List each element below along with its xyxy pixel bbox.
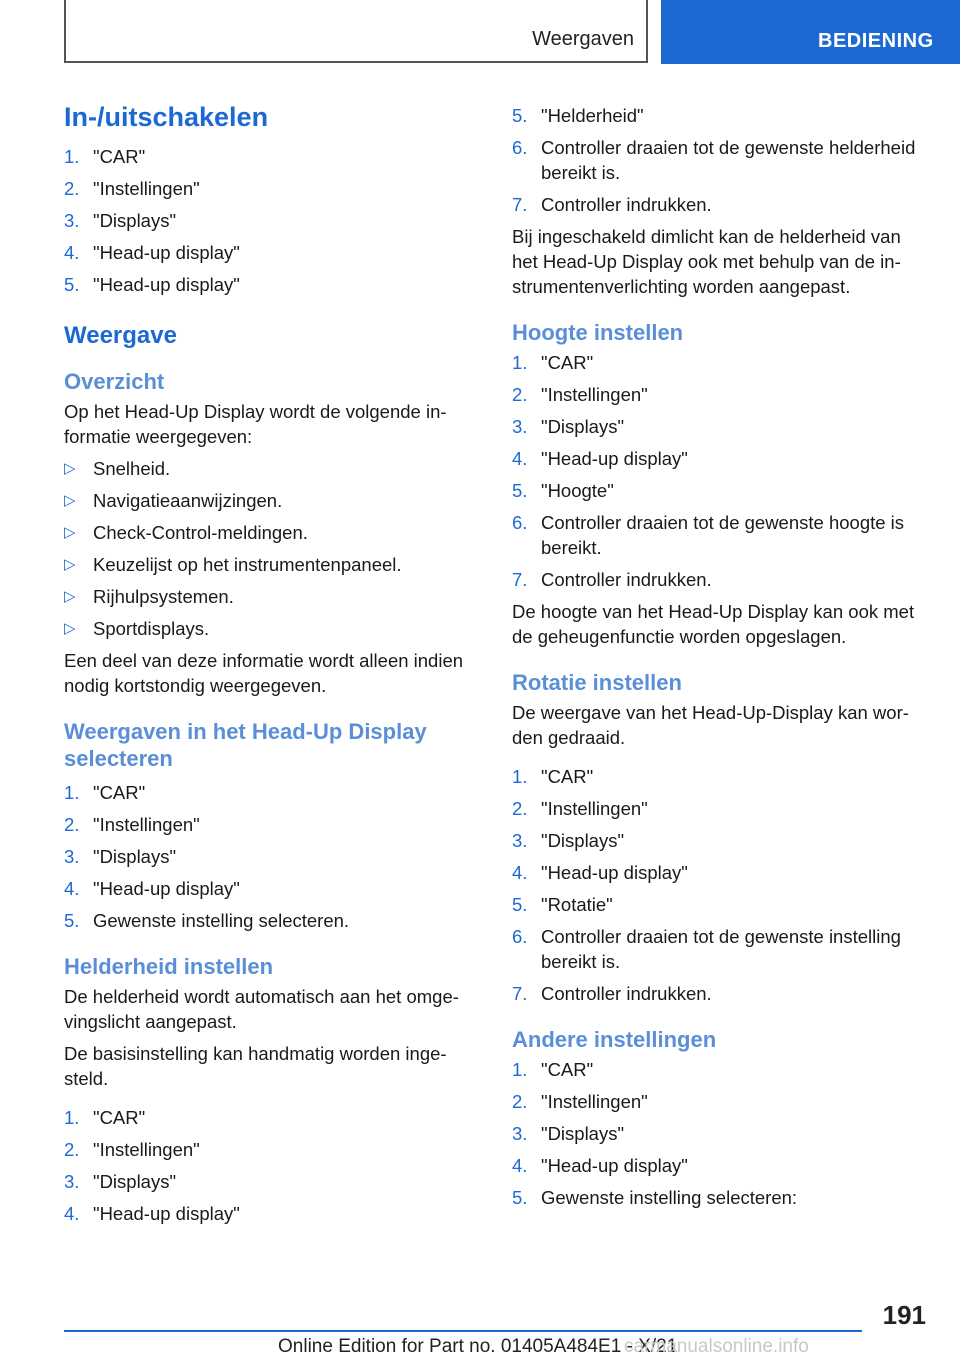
list-item: 3. "Displays" [512,416,625,437]
footer-divider [64,1330,862,1332]
list-item: 5. Gewenste instelling selecteren. [64,910,350,931]
right-column [512,103,928,1217]
steps-on-off [64,144,480,297]
triangle-bullet-icon: ▷ [64,524,76,541]
triangle-bullet-icon: ▷ [64,556,76,573]
list-item: 6. Controller draaien tot de gewenste instelling bereikt is. [512,926,901,972]
list-item: 2. "Instellingen" [512,1091,648,1112]
list-item: 2. "Instellingen" [512,798,648,819]
list-item: 1. "CAR" [64,146,146,167]
steps-other-settings [512,1057,928,1210]
list-item: ▷ Keuzelijst op het instrumentenpaneel. [64,554,402,575]
list-item: 1. "CAR" [512,766,594,787]
heading-on-off: In-/uitschakelen [64,102,269,132]
list-item: 1. "CAR" [64,782,146,803]
heading-brightness: Helderheid instellen [64,954,274,979]
triangle-bullet-icon: ▷ [64,588,76,605]
list-item: 1. "CAR" [512,1059,594,1080]
list-item: 4. "Head-up display" [512,1155,688,1176]
list-item: 5. Gewenste instelling selecteren: [512,1187,798,1208]
list-item: 2. "Instellingen" [64,1139,200,1160]
header-section-box [64,0,648,63]
page-number: 191 [882,1300,926,1330]
height-note: De hoogte van het Head-Up Display kan ook met de geheugenfunctie worden opgeslagen. [512,601,915,647]
list-item: 5. "Helderheid" [512,105,644,126]
list-item: ▷ Sportdisplays. [64,618,210,639]
list-item: 3. "Displays" [64,210,177,231]
header-chapter-tab: BEDIENING [661,0,960,64]
brightness-p2: De basisinstelling kan handmatig worden ingesteld. [64,1043,447,1089]
list-item: 3. "Displays" [512,830,625,851]
list-item: 1. "CAR" [512,352,594,373]
steps-select [64,780,480,933]
list-item: 4. "Head-up display" [512,862,688,883]
footer-edition: Online Edition for Part no. 01405A484E1 - X/21 [278,1336,678,1357]
steps-height [512,350,928,592]
overzicht-intro: Op het Head-Up Display wordt de volgende informatie weergegeven: [64,401,447,447]
steps-rotation [512,764,928,1006]
list-item: 2. "Instellingen" [64,814,200,835]
list-item: 3. "Displays" [64,846,177,867]
left-column [64,100,480,1233]
heading-weergave: Weergave [64,322,177,349]
list-item: ▷ Navigatieaanwijzingen. [64,490,283,511]
steps-brightness-continued [512,103,928,217]
triangle-bullet-icon: ▷ [64,492,76,509]
list-item: 5. "Head-up display" [64,274,240,295]
list-item: 1. "CAR" [64,1107,146,1128]
header-section-title: Weergaven [532,28,634,50]
list-item: 5. "Hoogte" [512,480,614,501]
list-item: 4. "Head-up display" [64,878,240,899]
heading-select: Weergaven in het Head-Up Display selecteren [64,719,427,771]
heading-overzicht: Overzicht [64,369,165,394]
triangle-bullet-icon: ▷ [64,460,76,477]
list-item: ▷ Snelheid. [64,458,171,479]
list-item: 7. Controller indrukken. [512,569,712,590]
list-item: 3. "Displays" [512,1123,625,1144]
overzicht-note: Een deel van deze informatie wordt alleen indien nodig kortstondig weergegeven. [64,650,464,696]
list-item: ▷ Check-Control-meldingen. [64,522,308,543]
rotation-intro: De weergave van het Head-Up-Display kan worden gedraaid. [512,702,909,748]
list-item: 6. Controller draaien tot de gewenste helderheid bereikt is. [512,137,916,183]
list-item: 3. "Displays" [64,1171,177,1192]
list-item: 2. "Instellingen" [64,178,200,199]
watermark: carmanualsonline.info [624,1336,809,1357]
triangle-bullet-icon: ▷ [64,620,76,637]
heading-other-settings: Andere instellingen [512,1027,717,1052]
brightness-note: Bij ingeschakeld dimlicht kan de helderheid van het Head-Up Display ook met behulp van de instrumentenverlichting worden aangepast. [512,226,901,297]
brightness-p1: De helderheid wordt automatisch aan het omgevingslicht aangepast. [64,986,459,1032]
heading-height: Hoogte instellen [512,320,684,345]
list-item: 2. "Instellingen" [512,384,648,405]
steps-brightness [64,1105,480,1226]
overzicht-bullets [64,456,480,641]
list-item: ▷ Rijhulpsystemen. [64,586,234,607]
list-item: 6. Controller draaien tot de gewenste hoogte is bereikt. [512,512,905,558]
list-item: 4. "Head-up display" [512,448,688,469]
list-item: 4. "Head-up display" [64,1203,240,1224]
list-item: 5. "Rotatie" [512,894,613,915]
heading-rotation: Rotatie instellen [512,670,682,695]
list-item: 7. Controller indrukken. [512,983,712,1004]
list-item: 7. Controller indrukken. [512,194,712,215]
list-item: 4. "Head-up display" [64,242,240,263]
